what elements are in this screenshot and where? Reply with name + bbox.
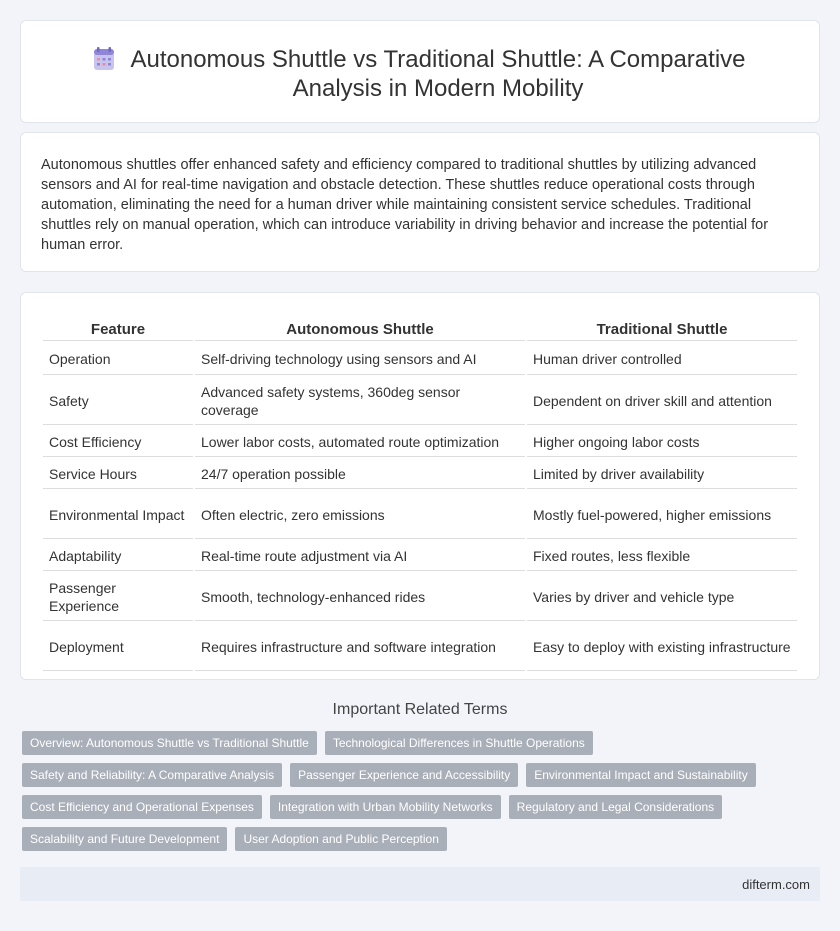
related-terms-list bbox=[22, 731, 802, 859]
traditional-cell: Dependent on driver skill and attention bbox=[527, 377, 797, 425]
related-term-tag[interactable]: Regulatory and Legal Considerations bbox=[509, 795, 722, 819]
feature-cell: Adaptability bbox=[43, 541, 193, 571]
feature-cell: Service Hours bbox=[43, 459, 193, 489]
related-term-tag[interactable]: Cost Efficiency and Operational Expenses bbox=[22, 795, 262, 819]
related-term-tag[interactable]: Passenger Experience and Accessibility bbox=[290, 763, 518, 787]
autonomous-cell: Advanced safety systems, 360deg sensor coverage bbox=[195, 377, 525, 425]
related-term-tag[interactable]: Overview: Autonomous Shuttle vs Traditional Shuttle bbox=[22, 731, 317, 755]
autonomous-cell: Smooth, technology-enhanced rides bbox=[195, 573, 525, 621]
table-row bbox=[43, 541, 797, 571]
traditional-cell: Mostly fuel-powered, higher emissions bbox=[527, 491, 797, 539]
table-row bbox=[43, 459, 797, 489]
traditional-cell: Easy to deploy with existing infrastructure bbox=[527, 623, 797, 671]
summary-card bbox=[20, 132, 820, 272]
page-title: Autonomous Shuttle vs Traditional Shuttle: A Comparative Analysis in Modern Mobility bbox=[130, 46, 746, 102]
table-row bbox=[43, 377, 797, 425]
feature-cell: Operation bbox=[43, 343, 193, 375]
feature-cell: Passenger Experience bbox=[43, 573, 193, 621]
autonomous-cell: Often electric, zero emissions bbox=[195, 491, 525, 539]
traditional-cell: Varies by driver and vehicle type bbox=[527, 573, 797, 621]
table-header-row bbox=[43, 317, 797, 341]
autonomous-cell: Requires infrastructure and software integration bbox=[195, 623, 525, 671]
traditional-cell: Limited by driver availability bbox=[527, 459, 797, 489]
title-card bbox=[20, 20, 820, 123]
related-term-tag[interactable]: Technological Differences in Shuttle Operations bbox=[325, 731, 593, 755]
related-term-tag[interactable]: Scalability and Future Development bbox=[22, 827, 227, 851]
related-term-tag[interactable]: Safety and Reliability: A Comparative Analysis bbox=[22, 763, 282, 787]
feature-cell: Safety bbox=[43, 377, 193, 425]
header-traditional: Traditional Shuttle bbox=[527, 317, 797, 341]
table-row bbox=[43, 343, 797, 375]
table-row bbox=[43, 573, 797, 621]
related-terms-title: Important Related Terms bbox=[332, 701, 508, 718]
comparison-table bbox=[41, 315, 799, 673]
footer bbox=[20, 867, 820, 901]
summary-text: Autonomous shuttles offer enhanced safety and efficiency compared to traditional shuttles by utilizing advanced sensors and AI for real-time navigation and obstacle detection. These shuttles reduce operational costs through automation, eliminating the need for a human driver while maintaining consistent service schedules. Traditional shuttles rely on manual operation, which can introduce variability in driving behavior and increase the potential for human error. bbox=[41, 157, 769, 253]
autonomous-cell: 24/7 operation possible bbox=[195, 459, 525, 489]
feature-cell: Environmental Impact bbox=[43, 491, 193, 539]
table-row bbox=[43, 427, 797, 457]
traditional-cell: Fixed routes, less flexible bbox=[527, 541, 797, 571]
header-autonomous: Autonomous Shuttle bbox=[195, 317, 525, 341]
autonomous-cell: Lower labor costs, automated route optimization bbox=[195, 427, 525, 457]
related-term-tag[interactable]: User Adoption and Public Perception bbox=[235, 827, 446, 851]
feature-cell: Deployment bbox=[43, 623, 193, 671]
footer-site-link[interactable]: difterm.com bbox=[742, 877, 810, 892]
related-term-tag[interactable]: Environmental Impact and Sustainability bbox=[526, 763, 755, 787]
traditional-cell: Higher ongoing labor costs bbox=[527, 427, 797, 457]
table-row bbox=[43, 623, 797, 671]
traditional-cell: Human driver controlled bbox=[527, 343, 797, 375]
table-row bbox=[43, 491, 797, 539]
related-term-tag[interactable]: Integration with Urban Mobility Networks bbox=[270, 795, 501, 819]
autonomous-cell: Real-time route adjustment via AI bbox=[195, 541, 525, 571]
feature-cell: Cost Efficiency bbox=[43, 427, 193, 457]
comparison-table-card bbox=[20, 292, 820, 680]
header-feature: Feature bbox=[43, 317, 193, 341]
autonomous-cell: Self-driving technology using sensors and AI bbox=[195, 343, 525, 375]
